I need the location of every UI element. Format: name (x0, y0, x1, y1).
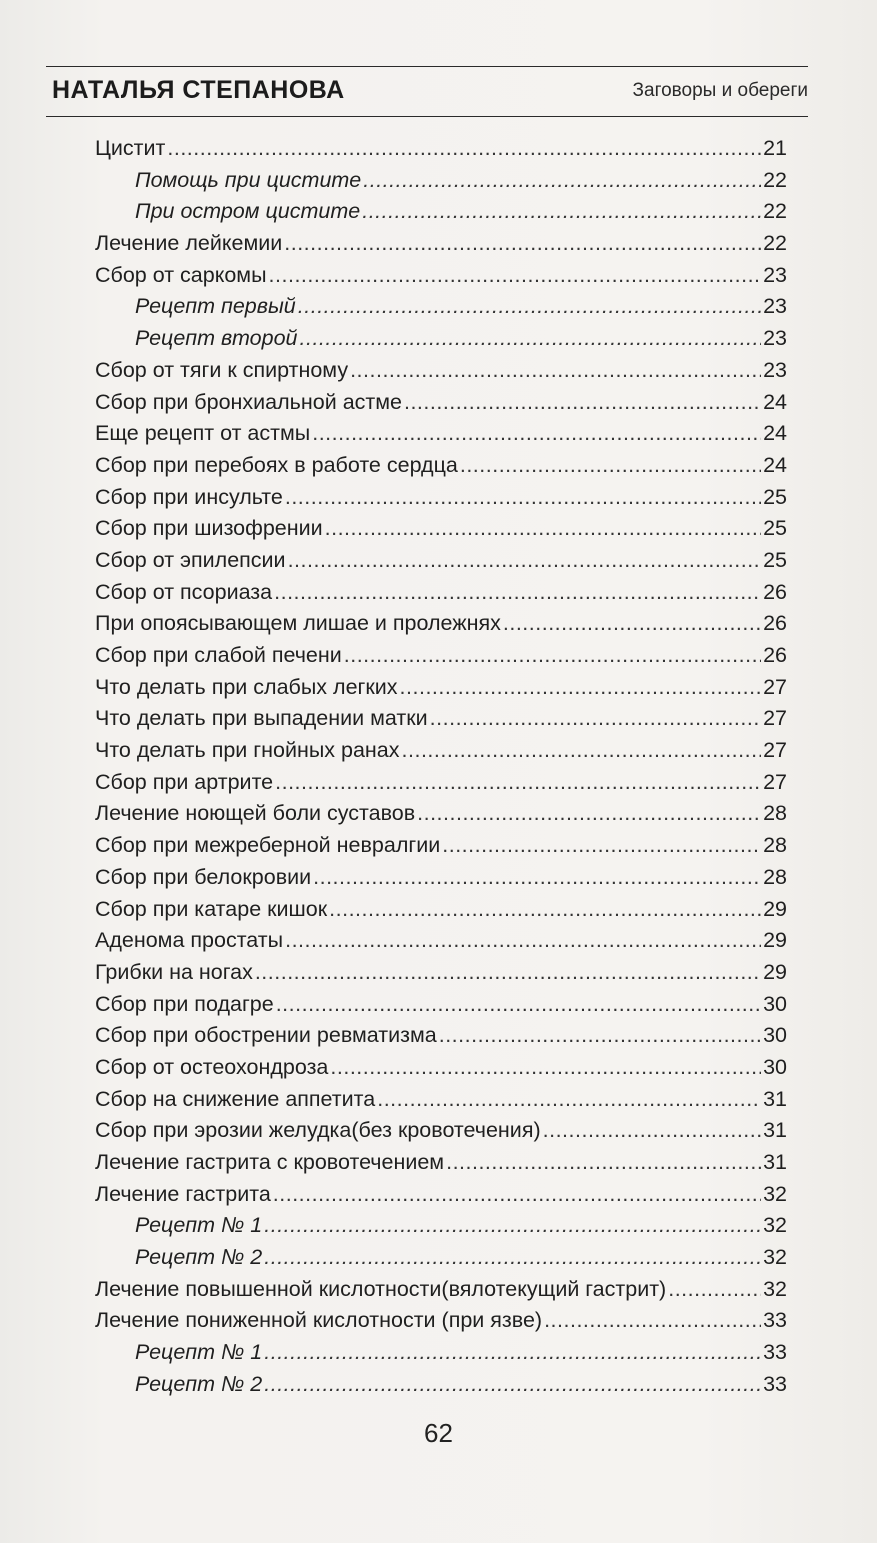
toc-entry (95, 672, 787, 704)
toc-entry-title: Сбор при катаре кишок (95, 896, 328, 921)
toc-entry (95, 830, 787, 862)
toc-entry-title: Рецепт № 1 (135, 1213, 263, 1238)
toc-entry (95, 228, 787, 260)
toc-entry-title: Сбор при обострении ревматизма (95, 1023, 437, 1048)
toc-leader-dots (269, 260, 762, 292)
toc-leader-dots (402, 735, 762, 767)
toc-subentry (95, 165, 787, 197)
toc-entry (95, 798, 787, 830)
toc-leader-dots (288, 545, 762, 577)
toc-leader-dots (668, 1274, 761, 1306)
toc-entry-title: Цистит (95, 136, 166, 160)
toc-entry-page: 23 (763, 262, 787, 287)
toc-leader-dots (350, 355, 761, 387)
toc-leader-dots (439, 1020, 761, 1052)
top-rule (46, 66, 808, 67)
toc-entry (95, 608, 787, 640)
toc-entry-page: 33 (763, 1308, 787, 1333)
toc-leader-dots (329, 894, 761, 926)
toc-entry (95, 989, 787, 1021)
toc-entry-page: 27 (763, 706, 787, 731)
toc-entry-page: 31 (763, 1150, 787, 1174)
toc-entry-title: Лечение повышенной кислотности(вялотекущий гастрит) (95, 1276, 667, 1301)
toc-entry-title: Лечение пониженной кислотности (при язве) (95, 1308, 543, 1333)
toc-entry (95, 1052, 787, 1084)
toc-leader-dots (255, 957, 761, 989)
toc-entry-page: 24 (763, 452, 787, 477)
toc-entry-page: 24 (763, 389, 787, 414)
toc-entry (95, 767, 787, 799)
toc-entry-page: 27 (763, 674, 787, 699)
header-author: НАТАЛЬЯ СТЕПАНОВА (52, 76, 345, 104)
toc-entry-title: Грибки на ногах (95, 959, 253, 984)
toc-entry-page: 27 (763, 769, 787, 794)
toc-entry-title: Еще рецепт от астмы (95, 421, 311, 446)
toc-entry-title: Аденома простаты (95, 928, 284, 953)
toc-entry-page: 33 (763, 1371, 787, 1396)
toc-entry-title: Сбор при артрите (95, 769, 274, 794)
toc-entry-title: Сбор при шизофрении (95, 516, 323, 541)
toc-entry-title: Сбор от эпилепсии (95, 547, 286, 572)
toc-subentry (95, 196, 787, 228)
toc-entry-page: 24 (763, 421, 787, 446)
toc-entry-page: 21 (763, 136, 787, 160)
toc-entry-page: 26 (763, 579, 787, 604)
toc-entry-title: Рецепт № 2 (135, 1371, 263, 1396)
toc-entry (95, 925, 787, 957)
toc-entry-title: Лечение лейкемии (95, 231, 283, 256)
toc-entry-title: Что делать при слабых легких (95, 674, 398, 699)
toc-entry-title: Сбор от тяги к спиртному (95, 357, 349, 382)
toc-subentry (95, 1369, 787, 1401)
toc-entry-page: 23 (763, 326, 787, 351)
toc-leader-dots (264, 1242, 761, 1274)
toc-leader-dots (363, 165, 761, 197)
toc-leader-dots (460, 450, 761, 482)
toc-entry-page: 22 (763, 231, 787, 256)
toc-entry (95, 735, 787, 767)
toc-leader-dots (417, 798, 761, 830)
toc-leader-dots (313, 862, 761, 894)
toc-entry-title: Рецепт № 2 (135, 1245, 263, 1270)
toc-leader-dots (362, 196, 761, 228)
toc-entry (95, 418, 787, 450)
toc-entry-page: 28 (763, 833, 787, 858)
toc-leader-dots (298, 291, 761, 323)
toc-entry-page: 32 (763, 1213, 787, 1238)
toc-entry (95, 513, 787, 545)
toc-entry (95, 862, 787, 894)
toc-entry-page: 28 (763, 864, 787, 889)
toc-leader-dots (543, 1115, 761, 1147)
toc-entry-title: Рецепт второй (135, 326, 298, 351)
toc-entry (95, 1115, 787, 1147)
toc-entry-title: Сбор при межреберной невралгии (95, 833, 441, 858)
toc-entry-title: Сбор при белокровии (95, 864, 312, 889)
toc-entry-page: 32 (763, 1181, 787, 1206)
toc-leader-dots (273, 1179, 761, 1211)
toc-leader-dots (276, 989, 761, 1021)
toc-entry-page: 32 (763, 1245, 787, 1270)
toc-entry-title: Рецепт № 1 (135, 1340, 263, 1365)
toc-leader-dots (300, 323, 762, 355)
toc-entry-title: Сбор при эрозии желудка(без кровотечения) (95, 1118, 541, 1143)
toc-entry-title: Лечение гастрита с кровотечением (95, 1150, 445, 1174)
toc-entry-title: Лечение ноющей боли суставов (95, 801, 416, 826)
toc-entry (95, 482, 787, 514)
toc-entry (95, 957, 787, 989)
toc-leader-dots (285, 482, 761, 514)
toc-entry-title: Что делать при выпадении матки (95, 706, 428, 731)
toc-entry (95, 355, 787, 387)
toc-entry-page: 22 (763, 167, 787, 192)
toc-entry-title: Сбор при перебоях в работе сердца (95, 452, 458, 477)
toc-entry-page: 25 (763, 547, 787, 572)
toc-entry (95, 545, 787, 577)
toc-entry-title: Сбор при инсульте (95, 484, 283, 509)
toc-entry-page: 31 (763, 1086, 787, 1111)
toc-subentry (95, 1337, 787, 1369)
toc-leader-dots (330, 1052, 761, 1084)
running-header (52, 76, 808, 110)
toc-leader-dots (264, 1210, 761, 1242)
toc-entry-title: Рецепт первый (135, 294, 296, 319)
toc-entry-title: При остром цистите (135, 199, 361, 224)
toc-entry-title: Сбор от остеохондроза (95, 1054, 329, 1079)
toc-entry (95, 703, 787, 735)
toc-leader-dots (312, 418, 761, 450)
toc-entry (95, 1020, 787, 1052)
toc-entry-title: Сбор при подагре (95, 991, 274, 1016)
toc-entry-title: При опоясывающем лишае и пролежнях (95, 611, 501, 636)
toc-entry (95, 1305, 787, 1337)
toc-entry-page: 32 (763, 1276, 787, 1301)
toc-entry (95, 640, 787, 672)
toc-leader-dots (446, 1147, 761, 1179)
toc-entry (95, 1179, 787, 1211)
toc-subentry (95, 323, 787, 355)
toc-entry-page: 25 (763, 516, 787, 541)
toc-leader-dots (264, 1337, 761, 1369)
toc-entry-title: Лечение гастрита (95, 1181, 271, 1206)
header-rule (46, 116, 808, 117)
toc-leader-dots (544, 1305, 761, 1337)
toc-entry-page: 29 (763, 928, 787, 953)
toc-leader-dots (430, 703, 761, 735)
toc-leader-dots (325, 513, 761, 545)
toc-subentry (95, 1242, 787, 1274)
toc-entry (95, 1147, 787, 1179)
toc-entry-page: 33 (763, 1340, 787, 1365)
toc-entry (95, 260, 787, 292)
toc-entry-title: Сбор от саркомы (95, 262, 267, 287)
toc-leader-dots (377, 1084, 761, 1116)
toc-entry-page: 31 (763, 1118, 787, 1143)
toc-entry-page: 30 (763, 1054, 787, 1079)
toc-entry-page: 26 (763, 611, 787, 636)
toc-subentry (95, 1210, 787, 1242)
toc-entry-title: Помощь при цистите (135, 167, 362, 192)
toc-entry-title: Что делать при гнойных ранах (95, 738, 400, 763)
toc-entry-title: Сбор при бронхиальной астме (95, 389, 402, 414)
toc-leader-dots (503, 608, 761, 640)
page-number: 62 (424, 1418, 453, 1448)
toc-leader-dots (275, 767, 761, 799)
header-book-title: Заговоры и обереги (632, 80, 808, 101)
toc-entry (95, 577, 787, 609)
toc-leader-dots (274, 577, 761, 609)
toc-leader-dots (167, 133, 761, 165)
toc-leader-dots (264, 1369, 761, 1401)
toc-entry (95, 133, 787, 165)
toc-entry-title: Сбор от псориаза (95, 579, 273, 604)
toc-entry (95, 450, 787, 482)
toc-subentry (95, 291, 787, 323)
table-of-contents (95, 133, 787, 1401)
toc-entry-page: 27 (763, 738, 787, 763)
toc-leader-dots (285, 925, 761, 957)
toc-entry-page: 25 (763, 484, 787, 509)
toc-entry-page: 22 (763, 199, 787, 224)
toc-leader-dots (404, 387, 761, 419)
toc-leader-dots (400, 672, 762, 704)
toc-entry-page: 30 (763, 991, 787, 1016)
toc-entry-title: Сбор на снижение аппетита (95, 1086, 376, 1111)
toc-entry (95, 1274, 787, 1306)
toc-entry (95, 894, 787, 926)
toc-entry-title: Сбор при слабой печени (95, 643, 342, 667)
toc-entry (95, 387, 787, 419)
toc-entry-page: 23 (763, 294, 787, 319)
toc-entry (95, 1084, 787, 1116)
toc-entry-page: 26 (763, 643, 787, 667)
toc-entry-page: 29 (763, 896, 787, 921)
toc-leader-dots (344, 640, 761, 672)
toc-entry-page: 30 (763, 1023, 787, 1048)
toc-entry-page: 23 (763, 357, 787, 382)
toc-leader-dots (442, 830, 761, 862)
toc-entry-page: 28 (763, 801, 787, 826)
toc-leader-dots (284, 228, 761, 260)
toc-entry-page: 29 (763, 959, 787, 984)
